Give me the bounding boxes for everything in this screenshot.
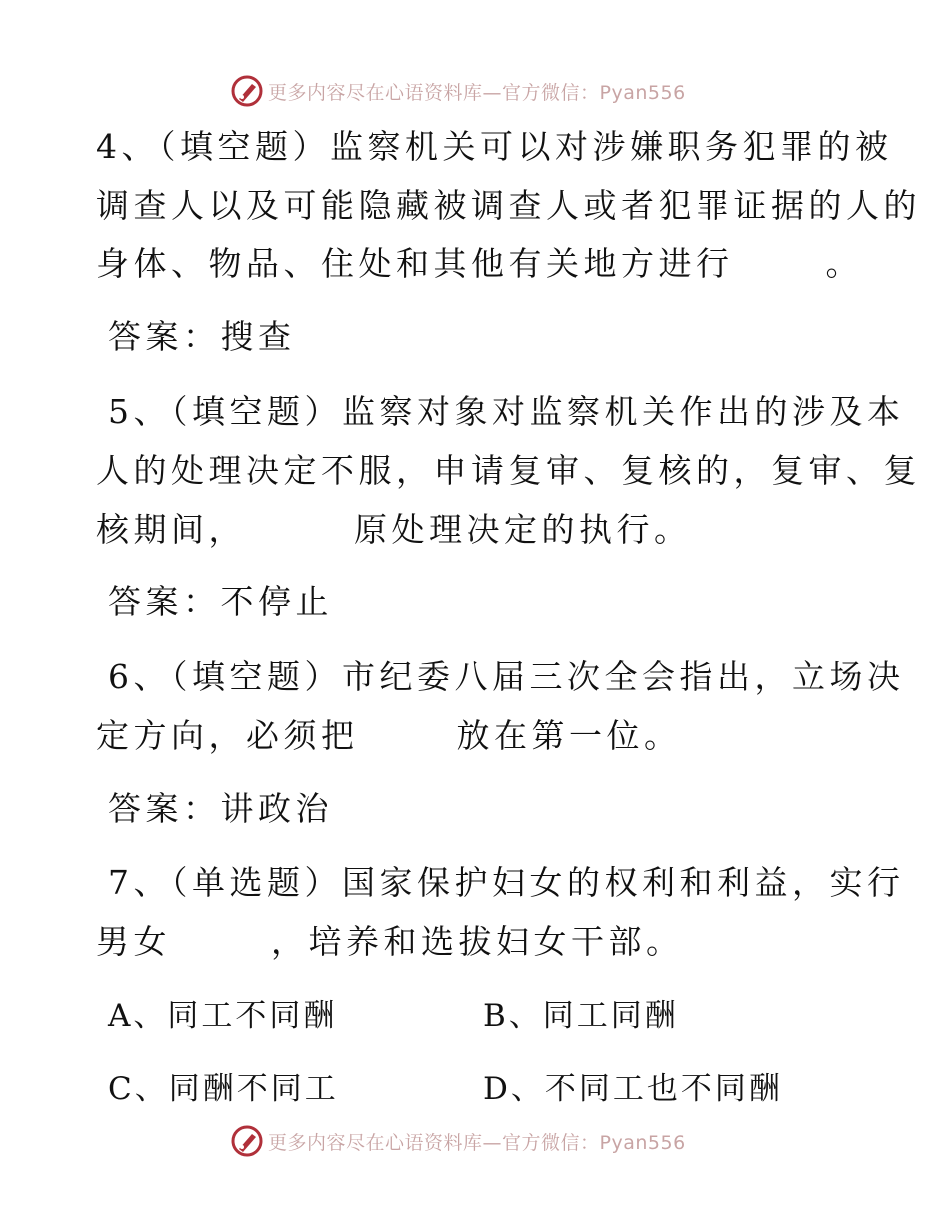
question-4-line-3-end: 。 xyxy=(825,244,863,283)
question-5-line-1: 5、（填空题）监察对象对监察机关作出的涉及本 xyxy=(108,392,905,431)
option-b: B、同工同酬 xyxy=(483,998,679,1034)
question-5-line-3 xyxy=(96,510,856,550)
question-5-line-2: 人的处理决定不服，申请复审、复核的，复审、复 xyxy=(96,451,921,490)
pen-nib-logo-icon xyxy=(230,74,264,108)
watermark-banner-bottom xyxy=(0,1121,950,1161)
option-c: C、同酬不同工 xyxy=(108,1071,339,1107)
question-6-line-2-end: 放在第一位。 xyxy=(456,716,682,755)
question-7-line-2-end: ，培养和选拔妇女干部。 xyxy=(271,922,684,961)
question-4-line-2: 调查人以及可能隐藏被调查人或者犯罪证据的人的 xyxy=(96,186,921,225)
option-d: D、不同工也不同酬 xyxy=(483,1071,783,1107)
watermark-text: 更多内容尽在心语资料库—官方微信：Pyan556 xyxy=(268,81,686,104)
question-4-line-1: 4、（填空题）监察机关可以对涉嫌职务犯罪的被 xyxy=(96,127,893,166)
question-6-answer: 答案：讲政治 xyxy=(108,789,333,828)
question-4-answer: 答案：搜查 xyxy=(108,317,296,356)
option-a: A、同工不同酬 xyxy=(108,998,338,1034)
question-4-line-3-text: 身体、物品、住处和其他有关地方进行 xyxy=(96,244,734,283)
question-4-line-3 xyxy=(96,244,863,284)
question-6-line-2-text: 定方向，必须把 xyxy=(96,716,359,755)
watermark-text: 更多内容尽在心语资料库—官方微信：Pyan556 xyxy=(268,1131,686,1154)
question-5-answer: 答案：不停止 xyxy=(108,582,333,621)
question-7-line-2-text: 男女 xyxy=(96,922,171,961)
question-6-line-2 xyxy=(96,716,856,756)
pen-nib-logo-icon xyxy=(230,1124,264,1158)
question-7-line-2 xyxy=(96,922,856,962)
question-5-line-3-text: 核期间， xyxy=(96,510,246,549)
question-5-line-3-end: 原处理决定的执行。 xyxy=(354,510,692,549)
question-6-line-1: 6、（填空题）市纪委八届三次全会指出，立场决 xyxy=(108,657,905,696)
question-7-line-1: 7、（单选题）国家保护妇女的权利和利益，实行 xyxy=(108,863,905,902)
watermark-banner-top xyxy=(0,71,950,111)
